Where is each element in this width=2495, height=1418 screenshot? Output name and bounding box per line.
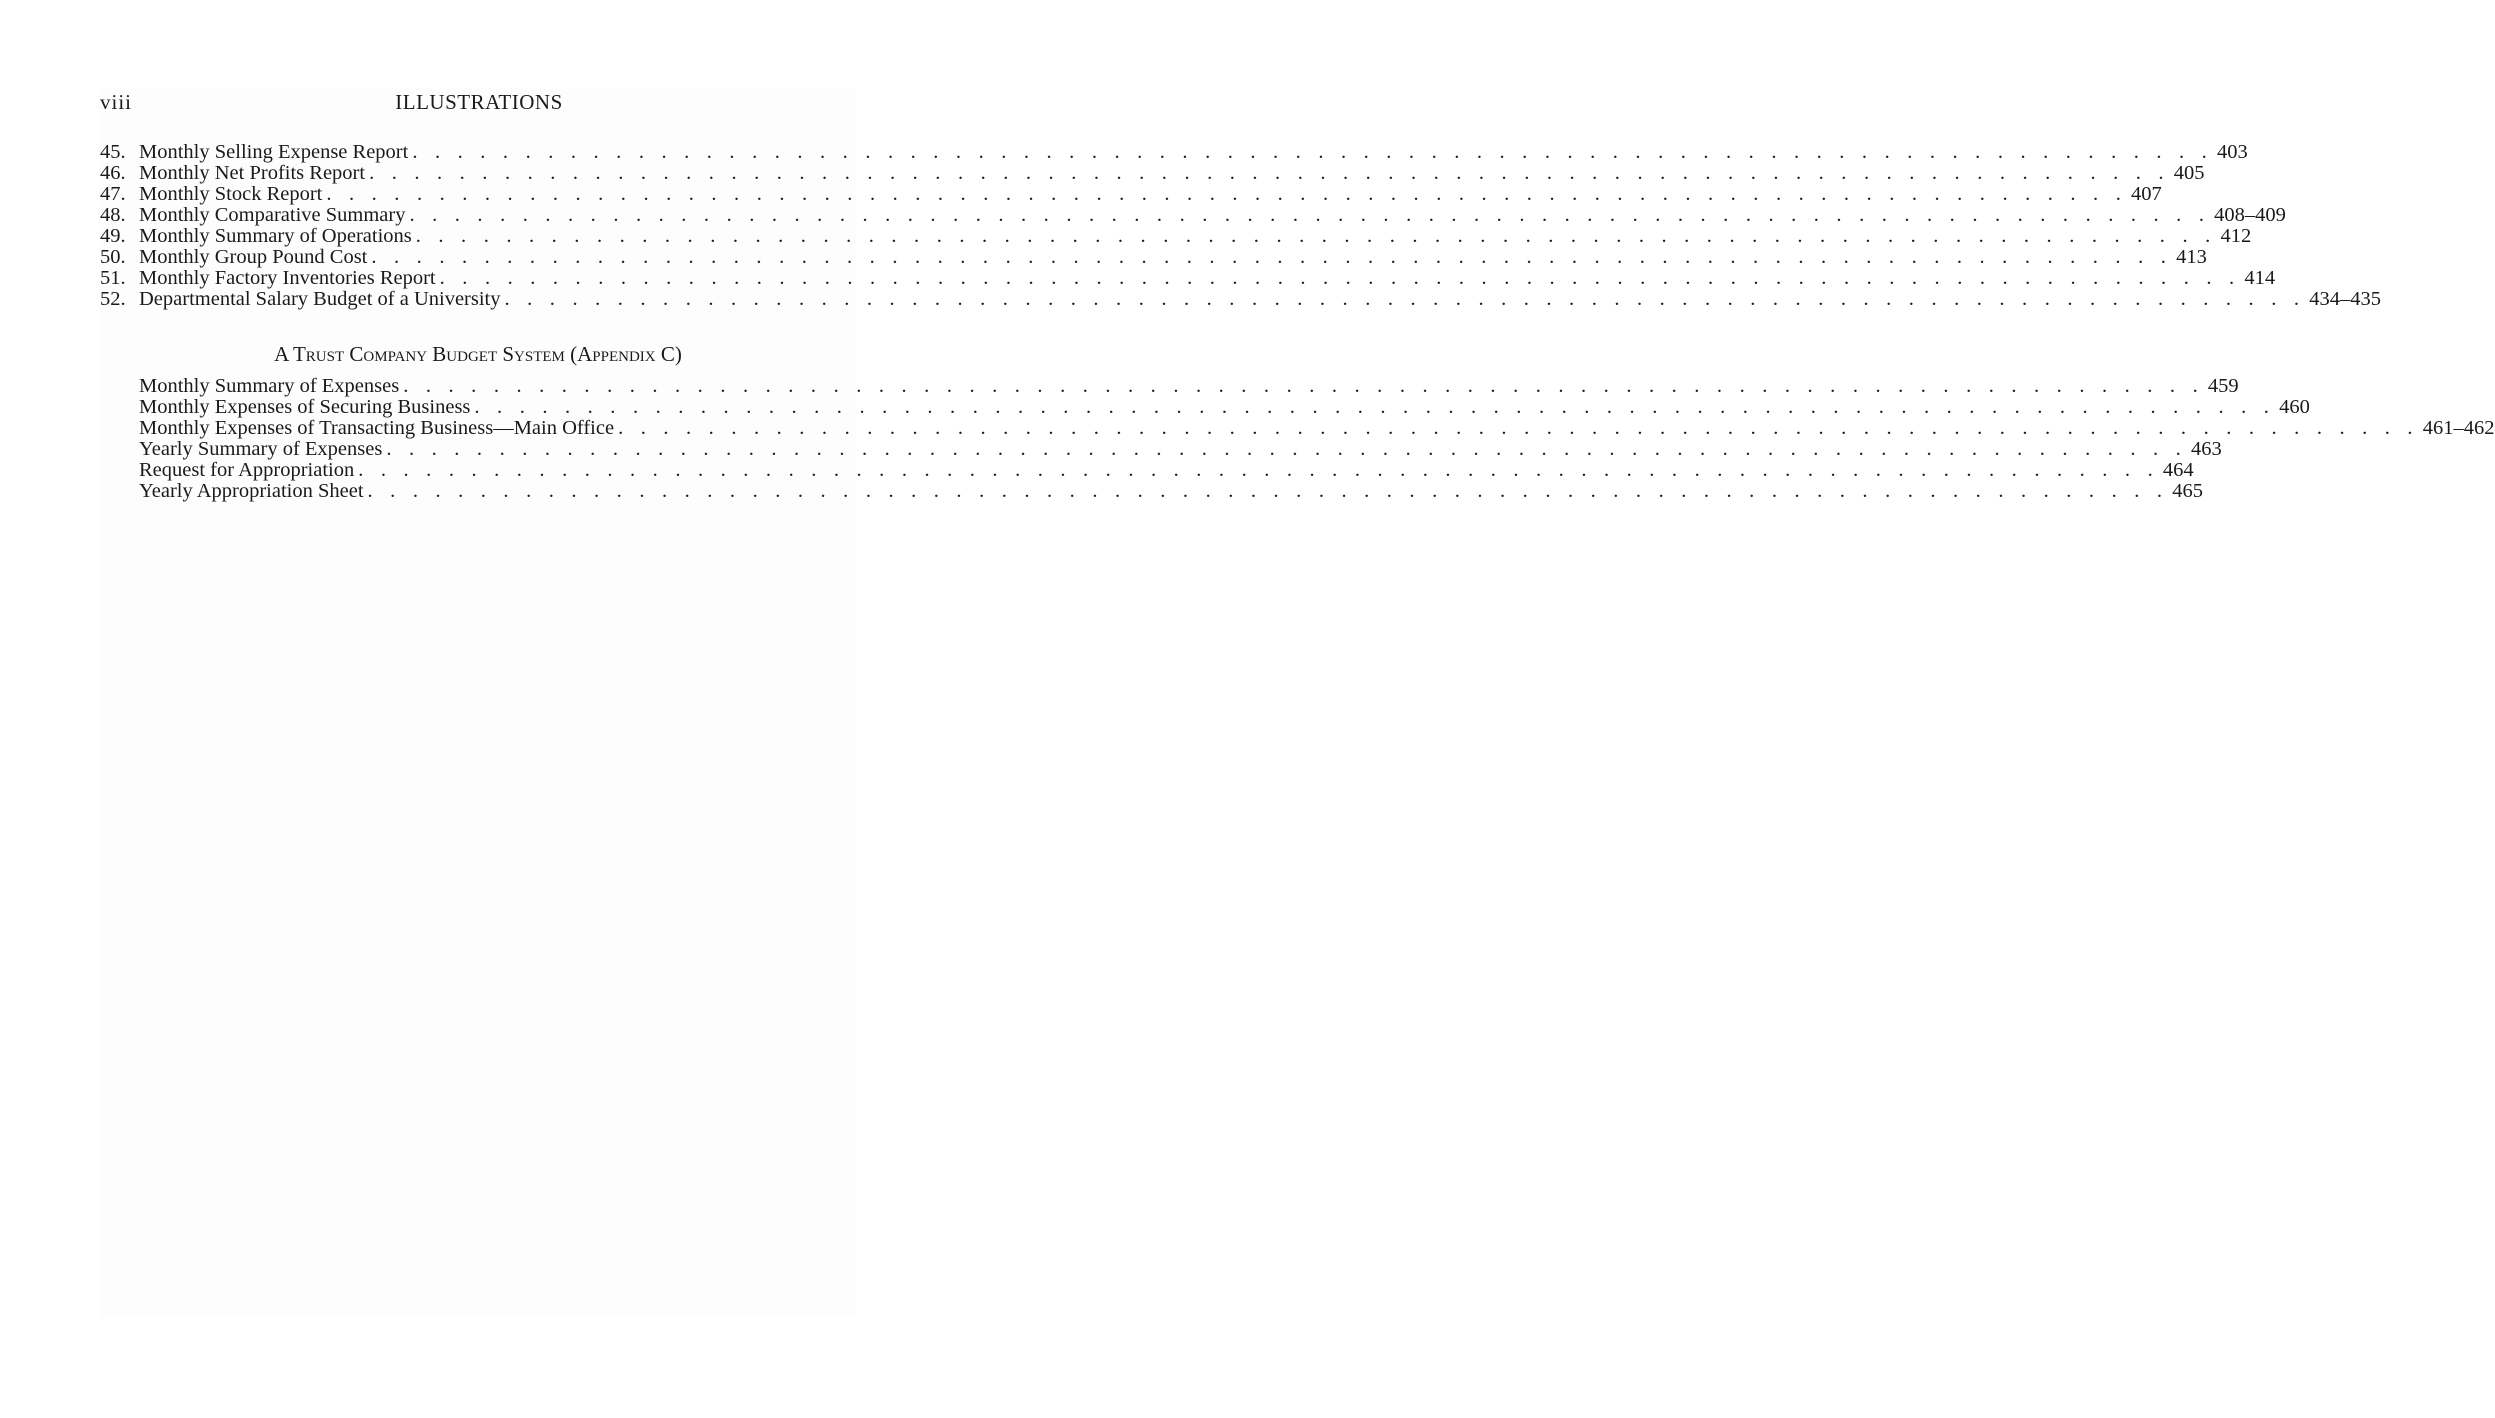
list-entry bbox=[100, 183, 2162, 205]
list-entry bbox=[100, 375, 2239, 397]
entry-page: 413 bbox=[2176, 246, 2207, 268]
entry-number: 45. bbox=[100, 141, 126, 163]
entry-number: 52. bbox=[100, 288, 126, 310]
dot-leader: . . . . . . . . . . . . . . . . . . . . . . . . . . . . . . . . . . . . . . . . . . . . . . . . . . . . . . . . . . . . . . . . . . . . . . . . . . . . . . . . bbox=[439, 267, 2241, 289]
page-header bbox=[100, 90, 856, 118]
entry-title: Monthly Selling Expense Report bbox=[139, 141, 409, 163]
dot-leader: . . . . . . . . . . . . . . . . . . . . . . . . . . . . . . . . . . . . . . . . . . . . . . . . . . . . . . . . . . . . . . . . . . . . . . . . . . . . . . . . bbox=[474, 396, 2276, 418]
entry-title: Monthly Comparative Summary bbox=[139, 204, 406, 226]
entry-page: 414 bbox=[2244, 267, 2276, 289]
entry-title: Monthly Expenses of Transacting Business—Main Office bbox=[139, 417, 615, 439]
page-number: viii bbox=[100, 90, 133, 114]
entry-page: 412 bbox=[2220, 225, 2252, 247]
entry-number: 47. bbox=[100, 183, 126, 205]
list-entry bbox=[100, 246, 2207, 268]
dot-leader: . . . . . . . . . . . . . . . . . . . . . . . . . . . . . . . . . . . . . . . . . . . . . . . . . . . . . . . . . . . . . . . . . . . . . . . . . . . . . . . . bbox=[369, 162, 2170, 184]
list-entry bbox=[100, 267, 2276, 289]
entry-page: 460 bbox=[2279, 396, 2310, 418]
list-entry bbox=[100, 480, 2203, 502]
entry-page: 405 bbox=[2173, 162, 2205, 184]
dot-leader: . . . . . . . . . . . . . . . . . . . . . . . . . . . . . . . . . . . . . . . . . . . . . . . . . . . . . . . . . . . . . . . . . . . . . . . . . . . . . . . . bbox=[403, 375, 2204, 397]
running-title: ILLUSTRATIONS bbox=[395, 90, 563, 114]
entry-number: 49. bbox=[100, 225, 126, 247]
entry-page: 459 bbox=[2207, 375, 2239, 397]
appendix-list bbox=[100, 375, 2495, 502]
entry-page: 434–435 bbox=[2309, 288, 2381, 310]
entry-page: 407 bbox=[2131, 183, 2162, 205]
list-entry bbox=[100, 438, 2222, 460]
entry-number: 48. bbox=[100, 204, 126, 226]
entry-title: Monthly Factory Inventories Report bbox=[139, 267, 436, 289]
list-entry bbox=[100, 204, 2286, 226]
entry-page: 403 bbox=[2217, 141, 2248, 163]
entry-number: 50. bbox=[100, 246, 126, 268]
dot-leader: . . . . . . . . . . . . . . . . . . . . . . . . . . . . . . . . . . . . . . . . . . . . . . . . . . . . . . . . . . . . . . . . . . . . . . . . . . . . . . . . bbox=[367, 480, 2169, 502]
dot-leader: . . . . . . . . . . . . . . . . . . . . . . . . . . . . . . . . . . . . . . . . . . . . . . . . . . . . . . . . . . . . . . . . . . . . . . . . . . . . . . . . bbox=[412, 141, 2214, 163]
illustrations-list bbox=[100, 141, 2381, 310]
dot-leader: . . . . . . . . . . . . . . . . . . . . . . . . . . . . . . . . . . . . . . . . . . . . . . . . . . . . . . . . . . . . . . . . . . . . . . . . . . . . . . . . bbox=[371, 246, 2173, 268]
list-entry bbox=[100, 288, 2381, 310]
entry-title: Yearly Appropriation Sheet bbox=[139, 480, 364, 502]
dot-leader: . . . . . . . . . . . . . . . . . . . . . . . . . . . . . . . . . . . . . . . . . . . . . . . . . . . . . . . . . . . . . . . . . . . . . . . . . . . . . . . . bbox=[415, 225, 2217, 247]
list-entry bbox=[100, 162, 2205, 184]
dot-leader: . . . . . . . . . . . . . . . . . . . . . . . . . . . . . . . . . . . . . . . . . . . . . . . . . . . . . . . . . . . . . . . . . . . . . . . . . . . . . . . . bbox=[326, 183, 2128, 205]
dot-leader: . . . . . . . . . . . . . . . . . . . . . . . . . . . . . . . . . . . . . . . . . . . . . . . . . . . . . . . . . . . . . . . . . . . . . . . . . . . . . . . . bbox=[358, 459, 2159, 481]
entry-page: 465 bbox=[2172, 480, 2203, 502]
dot-leader: . . . . . . . . . . . . . . . . . . . . . . . . . . . . . . . . . . . . . . . . . . . . . . . . . . . . . . . . . . . . . . . . . . . . . . . . . . . . . . . . bbox=[386, 438, 2188, 460]
entry-page: 463 bbox=[2191, 438, 2222, 460]
entry-title: Monthly Group Pound Cost bbox=[139, 246, 368, 268]
list-entry bbox=[100, 141, 2248, 163]
appendix-heading: A Trust Company Budget System (Appendix C) bbox=[274, 342, 682, 366]
list-entry bbox=[100, 396, 2310, 418]
list-entry bbox=[100, 225, 2252, 247]
entry-title: Departmental Salary Budget of a University bbox=[139, 288, 501, 310]
entry-title: Monthly Summary of Expenses bbox=[139, 375, 400, 397]
list-entry bbox=[100, 459, 2194, 481]
entry-title: Yearly Summary of Expenses bbox=[139, 438, 383, 460]
entry-title: Request for Appropriation bbox=[139, 459, 355, 481]
list-entry bbox=[100, 417, 2495, 439]
entry-page: 408–409 bbox=[2214, 204, 2286, 226]
dot-leader: . . . . . . . . . . . . . . . . . . . . . . . . . . . . . . . . . . . . . . . . . . . . . . . . . . . . . . . . . . . . . . . . . . . . . . . . . . . . . . . . bbox=[409, 204, 2211, 226]
entry-page: 461–462 bbox=[2422, 417, 2495, 439]
entry-title: Monthly Expenses of Securing Business bbox=[139, 396, 471, 418]
entry-title: Monthly Summary of Operations bbox=[139, 225, 412, 247]
entry-title: Monthly Stock Report bbox=[139, 183, 323, 205]
dot-leader: . . . . . . . . . . . . . . . . . . . . . . . . . . . . . . . . . . . . . . . . . . . . . . . . . . . . . . . . . . . . . . . . . . . . . . . . . . . . . . . . bbox=[618, 417, 2419, 439]
entry-title: Monthly Net Profits Report bbox=[139, 162, 366, 184]
entry-number: 51. bbox=[100, 267, 126, 289]
entry-number: 46. bbox=[100, 162, 126, 184]
dot-leader: . . . . . . . . . . . . . . . . . . . . . . . . . . . . . . . . . . . . . . . . . . . . . . . . . . . . . . . . . . . . . . . . . . . . . . . . . . . . . . . . bbox=[504, 288, 2306, 310]
entry-page: 464 bbox=[2162, 459, 2194, 481]
